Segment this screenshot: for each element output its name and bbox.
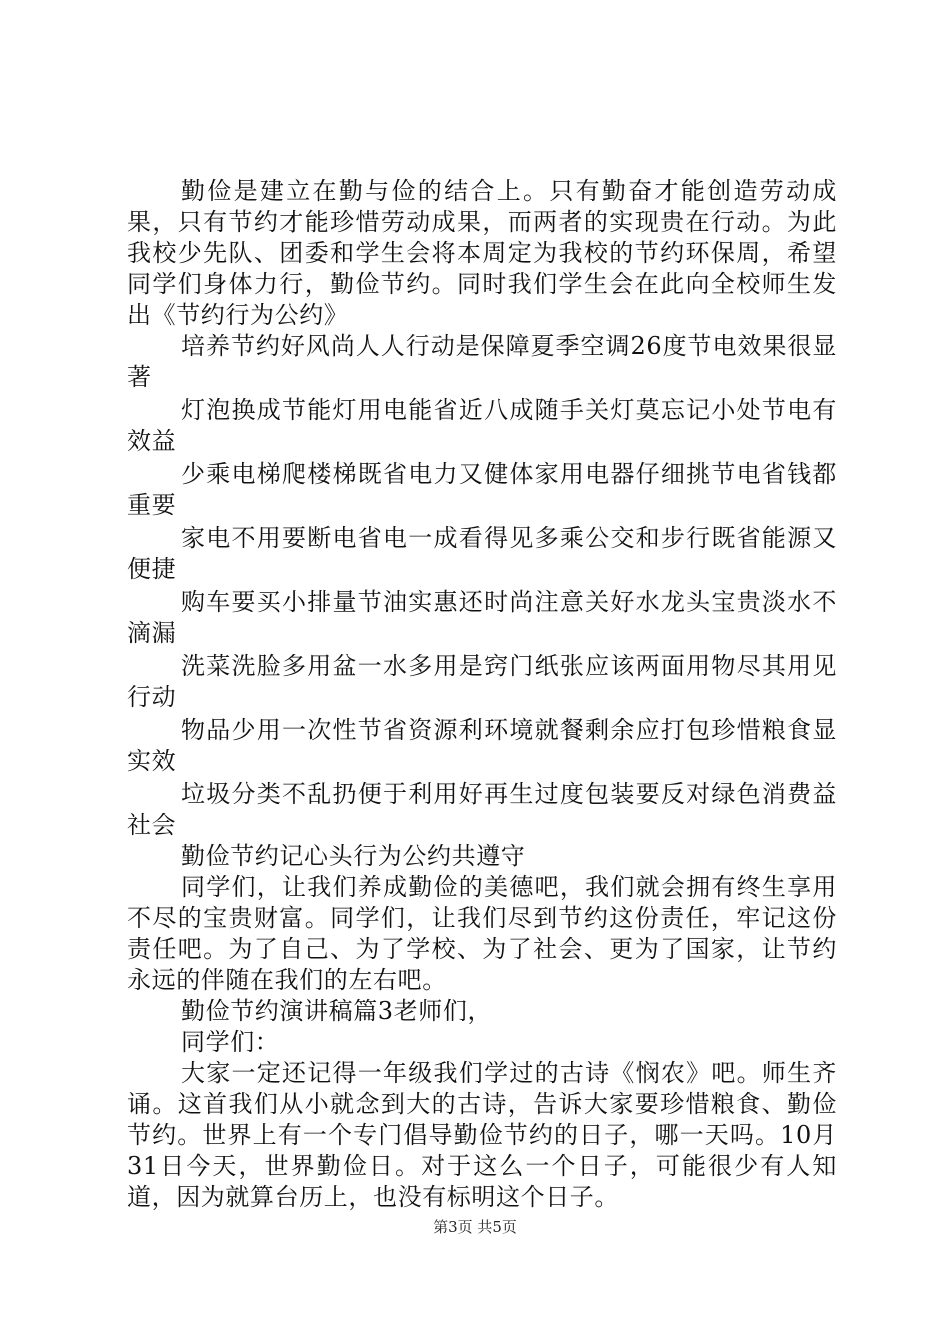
paragraph: 购车要买小排量节油实惠还时尚注意关好水龙头宝贵淡水不滴漏 bbox=[127, 588, 837, 647]
paragraph: 家电不用要断电省电一成看得见多乘公交和步行既省能源又便捷 bbox=[127, 524, 837, 583]
paragraph: 勤俭节约演讲稿篇3老师们， bbox=[181, 997, 493, 1025]
paragraph: 大家一定还记得一年级我们学过的古诗《悯农》吧。师生齐诵。这首我们从小就念到大的古诗，告诉大家要珍惜粮食、勤俭节约。世界上有一个专门倡导勤俭节约的日子，哪一天吗。10月31日今天，世界勤俭日。对于这么一个日子，可能很少有人知道，因为就算台历上，也没有标明这个日子。 bbox=[127, 1059, 837, 1211]
paragraph: 灯泡换成节能灯用电能省近八成随手关灯莫忘记小处节电有效益 bbox=[127, 396, 837, 455]
paragraph: 勤俭节约记心头行为公约共遵守 bbox=[181, 842, 526, 870]
paragraph: 垃圾分类不乱扔便于利用好再生过度包装要反对绿色消费益社会 bbox=[127, 780, 837, 839]
page-footer: 第3页 共5页 bbox=[433, 1218, 517, 1236]
paragraph: 勤俭是建立在勤与俭的结合上。只有勤奋才能创造劳动成果，只有节约才能珍惜劳动成果，而两者的实现贵在行动。为此我校少先队、团委和学生会将本周定为我校的节约环保周，希望同学们身体力行，勤俭节约。同时我们学生会在此向全校师生发出《节约行为公约》 bbox=[127, 177, 837, 329]
paragraph: 物品少用一次性节省资源利环境就餐剩余应打包珍惜粮食显实效 bbox=[127, 716, 837, 775]
document-body bbox=[127, 176, 837, 1213]
paragraph: 少乘电梯爬楼梯既省电力又健体家用电器仔细挑节电省钱都重要 bbox=[127, 460, 837, 519]
paragraph: 培养节约好风尚人人行动是保障夏季空调26度节电效果很显著 bbox=[127, 332, 837, 391]
paragraph: 同学们，让我们养成勤俭的美德吧，我们就会拥有终生享用不尽的宝贵财富。同学们，让我们尽到节约这份责任，牢记这份责任吧。为了自己、为了学校、为了社会、更为了国家，让节约永远的伴随在我们的左右吧。 bbox=[127, 873, 837, 994]
paragraph: 洗菜洗脸多用盆一水多用是窍门纸张应该两面用物尽其用见行动 bbox=[127, 652, 837, 711]
paragraph: 同学们： bbox=[181, 1028, 280, 1056]
